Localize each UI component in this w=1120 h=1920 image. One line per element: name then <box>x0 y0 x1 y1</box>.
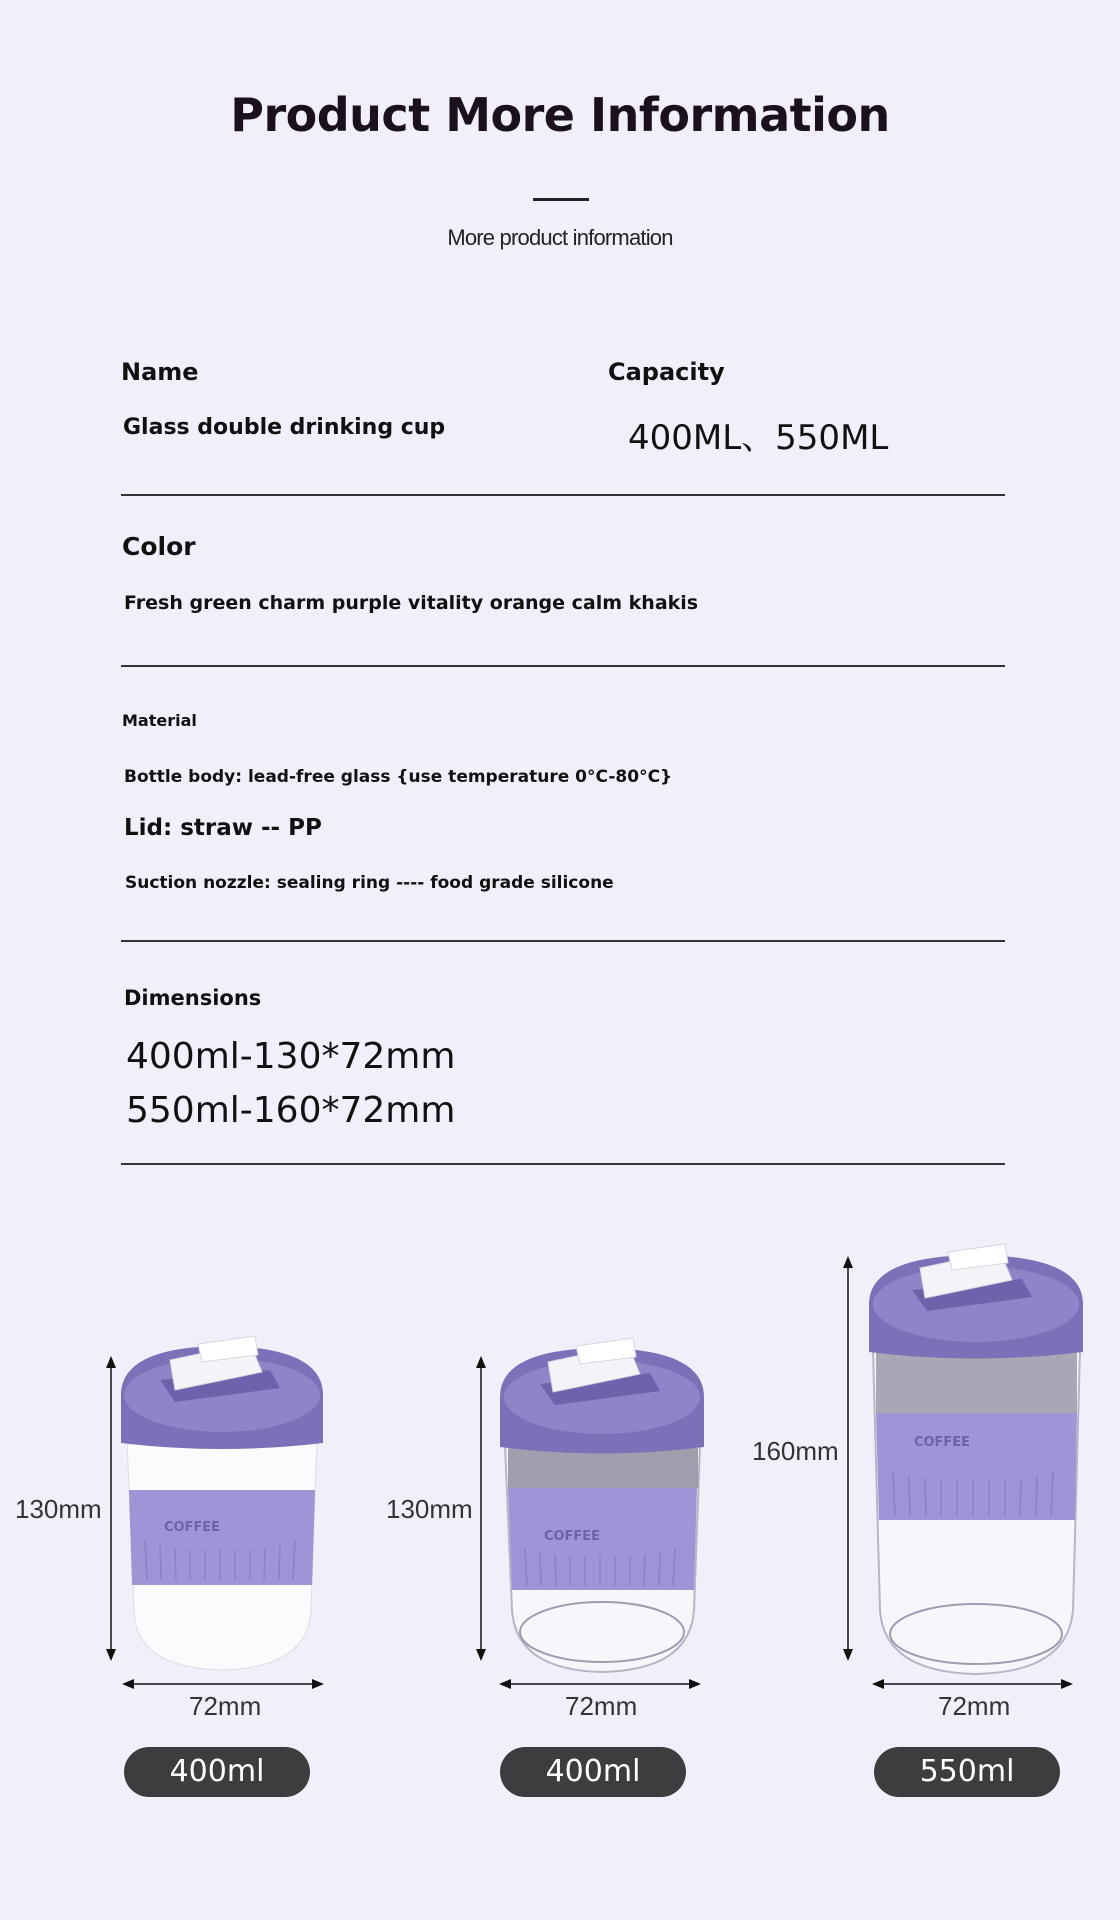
material-body: Bottle body: lead-free glass {use temperature 0°C-80°C} <box>124 767 673 787</box>
width-label: 72mm <box>189 1691 262 1721</box>
color-value: Fresh green charm purple vitality orange calm khakis <box>124 592 699 614</box>
cup-label: COFFEE <box>163 1520 221 1535</box>
material-label: Material <box>122 711 197 730</box>
height-label: 130mm <box>386 1494 473 1524</box>
color-label: Color <box>122 532 196 561</box>
height-label: 160mm <box>752 1436 839 1466</box>
capacity-badge: 400ml <box>500 1747 686 1797</box>
capacity-value: 400ML、550ML <box>628 418 889 458</box>
cup-label: COFFEE <box>913 1435 971 1450</box>
dimensions-label: Dimensions <box>124 986 262 1010</box>
page-title: Product More Information <box>230 88 890 142</box>
material-nozzle: Suction nozzle: sealing ring ---- food grade silicone <box>125 873 614 893</box>
width-label: 72mm <box>938 1691 1011 1721</box>
page-subtitle: More product information <box>447 225 673 250</box>
dimension-400: 400ml-130*72mm <box>126 1036 456 1077</box>
height-label: 130mm <box>15 1494 102 1524</box>
width-label: 72mm <box>565 1691 638 1721</box>
capacity-badge: 550ml <box>874 1747 1060 1797</box>
material-lid: Lid: straw -- PP <box>124 815 322 841</box>
capacity-label: Capacity <box>608 358 725 386</box>
cup-label: COFFEE <box>543 1529 601 1544</box>
dimension-550: 550ml-160*72mm <box>126 1090 456 1131</box>
capacity-badge: 400ml <box>124 1747 310 1797</box>
name-value: Glass double drinking cup <box>123 415 446 440</box>
name-label: Name <box>121 358 199 386</box>
